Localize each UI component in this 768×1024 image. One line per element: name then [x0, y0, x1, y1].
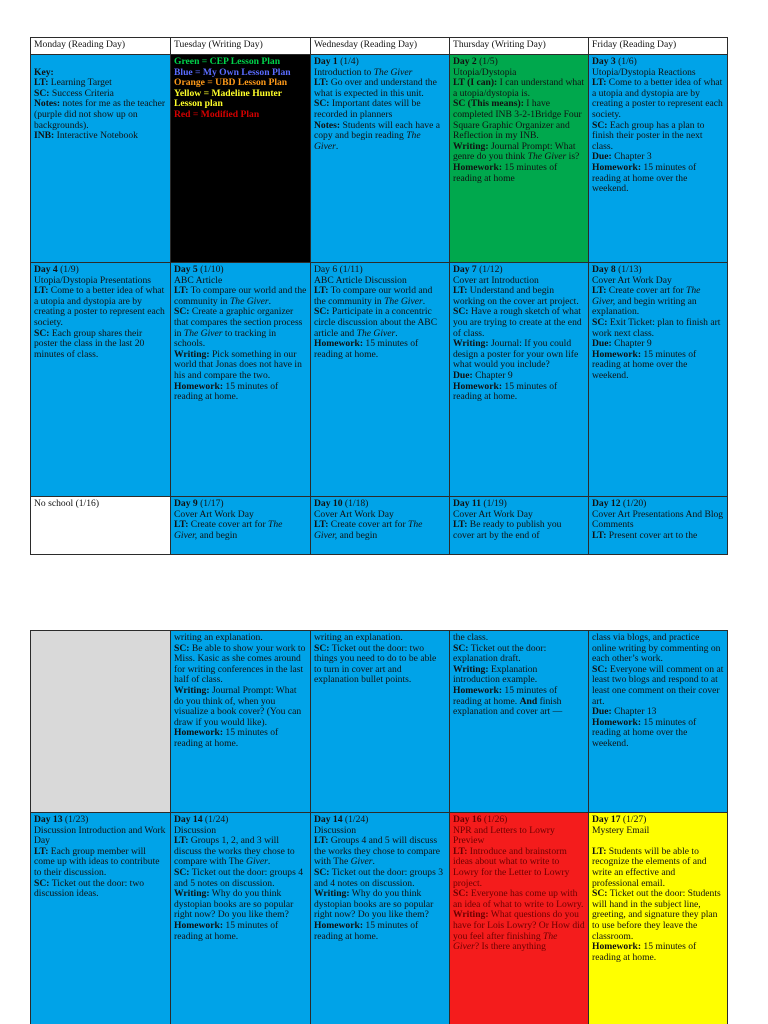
day-17-lt: Students will be able to recognize the elements of and write an effective and professional email. — [592, 845, 707, 889]
day-14a-lt-label: LT: — [174, 835, 189, 847]
day-16-cell — [450, 813, 589, 1024]
day-14b-lt-end: . — [372, 856, 375, 868]
day-11-title: Cover Art Work Day — [453, 508, 533, 520]
day-5-writing-label: Writing: — [174, 348, 210, 360]
day-1-label: Day 1 — [314, 56, 338, 67]
day-11-lt: Be ready to publish you cover art by the end of — [453, 519, 562, 541]
day-14a-label: Day 14 — [174, 814, 203, 825]
day-4-sc: Each group shares their poster the class in the last 20 minutes of class. — [34, 327, 145, 360]
day-2-title: Utopia/Dystopia — [453, 66, 517, 78]
day-3-due: Chapter 3 — [611, 151, 652, 163]
day-17-sc-label: SC: — [592, 888, 608, 900]
day-1-sc-label: SC: — [314, 98, 330, 110]
day-7-date: (1/12) — [476, 264, 503, 275]
day-8-date: (1/13) — [615, 264, 642, 275]
day-6-label: Day 6 — [314, 264, 338, 275]
day-8-hw-label: Homework: — [592, 348, 642, 360]
day-6-lt: To compare our world and the community in — [314, 285, 433, 307]
day-4-cell — [31, 263, 171, 497]
day-17-lt-label: LT: — [592, 845, 607, 857]
day-1-date: (1/4) — [337, 56, 359, 67]
day-10-cont-lt: writing an explanation. — [314, 632, 403, 643]
day-6-date: (1/11) — [337, 264, 363, 275]
day-7-writing: Journal: If you could design a poster for your own life what would you include? — [453, 338, 579, 371]
day-14b-writing-label: Writing: — [314, 888, 350, 900]
day-6-hw: 15 minutes of reading at home. — [314, 338, 419, 360]
day-5-lt-label: LT: — [174, 285, 189, 297]
day-14a-writing-label: Writing: — [174, 888, 210, 900]
day-9-lt: Create cover art for — [188, 519, 269, 531]
day-6-sc-end: . — [395, 327, 398, 339]
day-10-lt-label: LT: — [314, 519, 329, 531]
day-4-sc-label: SC: — [34, 327, 50, 339]
day-3-date: (1/6) — [615, 56, 637, 67]
day-14a-hw: 15 minutes of reading at home. — [174, 919, 279, 942]
day-5-sc-end: to tracking in schools. — [174, 327, 277, 350]
day-3-cell — [589, 55, 728, 263]
week-3-continued-row — [31, 631, 728, 813]
day-3-due-label: Due: — [592, 151, 612, 163]
week-4-row — [31, 813, 728, 1024]
day-14b-lt: Groups 4 and 5 will discuss the works they chose to compare with The — [314, 835, 441, 868]
day-2-writing: Journal Prompt: What genre do you think — [453, 140, 576, 163]
no-school-continued-cell — [31, 631, 171, 813]
header-monday: Monday (Reading Day) — [31, 38, 171, 55]
day-2-hw: 15 minutes of reading at home — [453, 161, 558, 184]
day-11-cont-lt: the class. — [453, 632, 489, 643]
day-5-sc: Create a graphic organizer that compares the section process in — [174, 306, 303, 339]
day-5-lt-book: The Giver — [229, 295, 269, 307]
day-9-date: (1/17) — [197, 498, 224, 509]
day-10-lt: Create cover art for — [328, 519, 409, 531]
day-14b-hw-label: Homework: — [314, 919, 364, 931]
day-9-lt-book: The Giver, — [174, 519, 283, 541]
day-9-writing-label: Writing: — [174, 684, 210, 696]
day-8-due: Chapter 9 — [611, 338, 652, 350]
day-11-cell — [450, 497, 589, 555]
day-10-sc-label: SC: — [314, 642, 330, 654]
day-17-date: (1/27) — [620, 814, 647, 825]
day-2-sc: I have completed INB 3-2-1Bridge Four Square Graphic Organizer and Reflection in my INB. — [453, 98, 582, 142]
day-5-date: (1/10) — [197, 264, 224, 275]
day-13-label: Day 13 — [34, 814, 63, 825]
day-4-label: Day 4 — [34, 264, 58, 275]
day-1-lt: Go over and understand the what is expected in this unit. — [314, 77, 437, 99]
day-5-writing: Pick something in our world that Jonas does not have in his and compare the two. — [174, 348, 302, 381]
day-6-cell — [311, 263, 450, 497]
day-12-date: (1/20) — [620, 498, 647, 509]
day-3-hw-label: Homework: — [592, 161, 642, 173]
day-6-hw-label: Homework: — [314, 338, 364, 350]
day-14b-hw: 15 minutes of reading at home. — [314, 919, 419, 942]
day-9-lt-label: LT: — [174, 519, 189, 531]
day-5-cell — [171, 263, 311, 497]
day-7-label: Day 7 — [453, 264, 477, 275]
day-9-hw: 15 minutes of reading at home. — [174, 727, 279, 749]
header-thursday: Thursday (Writing Day) — [450, 38, 589, 55]
day-8-lt-end: and begin writing an explanation. — [592, 295, 697, 318]
day-9-lt-end: and begin — [197, 529, 238, 541]
day-2-label: Day 2 — [453, 56, 477, 67]
day-6-sc: Participate in a concentric circle discussion about the ABC article and — [314, 306, 438, 339]
day-16-writing-end: ? Is there anything — [474, 941, 546, 953]
day-11-writing-label: Writing: — [453, 663, 489, 675]
key-cell — [31, 55, 171, 263]
day-8-lt: Create cover art for — [606, 285, 687, 297]
day-16-lt: Introduce and brainstorm ideas about what to write to Lowry for the Letter to Lowry project. — [453, 845, 570, 889]
day-14a-sc: Ticket out the door: groups 4 and 5 notes on discussion. — [174, 866, 303, 889]
day-4-title: Utopia/Dystopia Presentations — [34, 274, 151, 286]
day-14a-lt: Groups 1, 2, and 3 will discuss the works they chose to compare with The — [174, 835, 295, 868]
day-1-notes-label: Notes: — [314, 119, 341, 131]
legend-yellow: Yellow = Madeline Hunter Lesson plan — [174, 87, 282, 110]
week-1-row — [31, 55, 728, 263]
schedule-page-2 — [30, 630, 727, 1024]
weekday-header-row — [31, 38, 728, 55]
day-16-sc: Everyone has come up with an idea of what to write to Lowry. — [453, 888, 584, 910]
day-9-sc-label: SC: — [174, 642, 190, 654]
day-14b-lt-label: LT: — [314, 835, 329, 847]
day-4-date: (1/9) — [57, 264, 79, 275]
day-11-sc: Ticket out the door: explanation draft. — [453, 642, 547, 665]
day-8-due-label: Due: — [592, 338, 612, 350]
day-16-date: (1/26) — [481, 814, 508, 825]
day-16-sc-label: SC: — [453, 888, 469, 900]
day-7-sc-label: SC: — [453, 306, 469, 318]
day-12-label: Day 12 — [592, 498, 621, 509]
day-10-continued-cell — [311, 631, 450, 813]
key-notes-text: notes for me as the teacher (purple did not show up on backgrounds). — [34, 98, 166, 131]
day-14a-sc-label: SC: — [174, 866, 190, 878]
day-8-label: Day 8 — [592, 264, 616, 275]
day-7-lt-label: LT: — [453, 285, 468, 297]
legend-orange: Orange = UBD Lesson Plan — [174, 77, 288, 89]
day-8-lt-label: LT: — [592, 285, 607, 297]
key-inb-label: INB: — [34, 130, 55, 142]
day-3-hw: 15 minutes of reading at home over the weekend. — [592, 161, 697, 195]
day-17-sc: Ticket out the door: Students will hand in the subject line, greeting, and signature they plan to use before they leave the classroom. — [592, 888, 721, 942]
day-13-lt-label: LT: — [34, 845, 49, 857]
day-9-hw-label: Homework: — [174, 727, 224, 739]
day-13-sc-label: SC: — [34, 877, 50, 889]
day-14b-sc-label: SC: — [314, 866, 330, 878]
day-11-hw: 15 minutes of reading at home. — [453, 684, 558, 707]
day-5-hw-label: Homework: — [174, 380, 224, 392]
day-13-cell — [31, 813, 171, 1024]
day-11-lt-label: LT: — [453, 519, 468, 531]
day-17-title: Mystery Email — [592, 824, 650, 836]
day-5-sc-book: The Giver — [183, 327, 223, 339]
day-11-sc-label: SC: — [453, 642, 469, 654]
day-9-title: Cover Art Work Day — [174, 508, 254, 520]
day-2-hw-label: Homework: — [453, 161, 503, 173]
header-tuesday: Tuesday (Writing Day) — [171, 38, 311, 55]
day-2-lt-label: LT (I can): — [453, 77, 498, 89]
day-12-cont-lt: class via blogs, and practice online writing by commenting on each other’s work. — [592, 632, 721, 665]
day-5-lt: To compare our world and the community in — [174, 285, 307, 307]
day-12-due-label: Due: — [592, 706, 612, 718]
day-3-label: Day 3 — [592, 56, 616, 67]
day-14b-writing: Why do you think dystopian books are so popular right now? Do you like them? — [314, 888, 434, 921]
day-16-writing: What questions do you have for Lois Lowry? Or How did you feel after finishing — [453, 909, 585, 942]
day-14b-label: Day 14 — [314, 814, 343, 825]
day-9-cont-lt: writing an explanation. — [174, 632, 263, 643]
day-10-title: Cover Art Work Day — [314, 508, 394, 520]
day-8-hw: 15 minutes of reading at home over the weekend. — [592, 348, 697, 381]
day-6-sc-label: SC: — [314, 306, 330, 318]
day-2-date: (1/5) — [476, 56, 498, 67]
day-13-sc: Ticket out the door: two discussion ideas. — [34, 877, 145, 900]
day-14b-lt-book: Giver — [350, 856, 373, 868]
day-1-notes: Students will each have a copy and begin reading — [314, 119, 441, 142]
key-lt-text: Learning Target — [48, 77, 112, 89]
day-1-title: Introduction to — [314, 66, 374, 78]
day-3-sc: Each group has a plan to finish their poster in the next class. — [592, 119, 705, 152]
day-14a-date: (1/24) — [202, 814, 229, 825]
day-13-title: Discussion Introduction and Work Day — [34, 824, 166, 847]
day-10-lt-end: and begin — [337, 529, 378, 541]
day-11-continued-cell — [450, 631, 589, 813]
day-7-lt: Understand and begin working on the cover art project. — [453, 285, 579, 307]
day-17-hw: 15 minutes of reading at home. — [592, 941, 697, 963]
key-lt-label: LT: — [34, 77, 49, 89]
day-10-sc: Ticket out the door: two things you need to do to be able to turn in cover art and explanation bullet points. — [314, 642, 437, 686]
day-11-hw-end: finish explanation and cover art — — [453, 695, 563, 718]
key-notes-label: Notes: — [34, 98, 61, 110]
day-7-title: Cover art Introduction — [453, 274, 539, 286]
day-3-lt: Come to a better idea of what a utopia and dystopia are by creating a poster to represent each society. — [592, 77, 723, 120]
day-6-lt-label: LT: — [314, 285, 329, 297]
day-16-writing-label: Writing: — [453, 909, 489, 921]
header-wednesday: Wednesday (Reading Day) — [311, 38, 450, 55]
day-8-sc: Exit Ticket: plan to finish art work next class. — [592, 316, 721, 339]
day-11-date: (1/19) — [481, 498, 507, 509]
day-12-sc: Everyone will comment on at least two blogs and respond to at least one comment on their cover art. — [592, 663, 724, 707]
week-3-row — [31, 497, 728, 555]
day-14a-lt-book: Giver — [246, 856, 268, 868]
day-14a-writing: Why do you think dystopian books are so popular right now? Do you like them? — [174, 888, 294, 921]
key-inb-text: Interactive Notebook — [54, 130, 138, 142]
day-17-label: Day 17 — [592, 814, 621, 825]
day-1-sc: Important dates will be recorded in planners — [314, 98, 421, 120]
day-7-due: Chapter 9 — [472, 369, 513, 381]
day-9-continued-cell — [171, 631, 311, 813]
day-13-date: (1/23) — [62, 814, 89, 825]
no-school-cell: No school (1/16) — [31, 497, 171, 555]
day-14a-cell — [171, 813, 311, 1024]
day-10-label: Day 10 — [314, 498, 343, 509]
day-14b-title: Discussion — [314, 824, 357, 836]
day-8-title: Cover Art Work Day — [592, 274, 672, 286]
day-12-due: Chapter 13 — [611, 706, 657, 718]
day-9-label: Day 9 — [174, 498, 198, 509]
day-5-sc-label: SC: — [174, 306, 190, 318]
day-3-title: Utopia/Dystopia Reactions — [592, 66, 696, 78]
schedule-page-1 — [30, 37, 727, 555]
day-2-writing-book: The Giver — [527, 151, 567, 163]
day-17-cell — [589, 813, 728, 1024]
day-14b-date: (1/24) — [342, 814, 369, 825]
day-6-title: ABC Article Discussion — [314, 274, 407, 286]
day-4-lt-label: LT: — [34, 285, 49, 297]
day-5-title: ABC Article — [174, 274, 223, 286]
day-2-sc-label: SC (This means): — [453, 98, 524, 110]
day-2-writing-end: is? — [566, 151, 580, 163]
day-8-cell — [589, 263, 728, 497]
day-16-title: NPR and Letters to Lowry Preview — [453, 824, 555, 847]
day-6-lt-end: . — [422, 295, 426, 307]
day-3-lt-label: LT: — [592, 77, 607, 89]
lesson-calendar-table-continued — [30, 630, 728, 1024]
day-11-hw-and: And — [519, 695, 538, 707]
day-11-label: Day 11 — [453, 498, 481, 509]
day-8-sc-label: SC: — [592, 316, 608, 328]
day-1-notes-book: The Giver — [314, 130, 421, 152]
header-friday: Friday (Reading Day) — [589, 38, 728, 55]
day-1-lt-label: LT: — [314, 77, 329, 89]
day-17-hw-label: Homework: — [592, 941, 642, 953]
day-6-sc-book: The Giver — [356, 327, 396, 339]
day-14a-hw-label: Homework: — [174, 919, 224, 931]
day-12-title: Cover Art Presentations And Blog Comments — [592, 508, 724, 531]
day-14a-lt-end: . — [267, 856, 271, 868]
day-7-due-label: Due: — [453, 369, 473, 381]
day-12-lt-label: LT: — [592, 529, 607, 541]
day-12-hw-label: Homework: — [592, 716, 642, 728]
day-7-writing-label: Writing: — [453, 338, 489, 350]
day-2-lt: I can understand what a utopia/dystopia is. — [453, 77, 585, 99]
day-6-lt-book: The Giver — [384, 295, 423, 307]
day-7-hw: 15 minutes of reading at home. — [453, 380, 558, 403]
day-10-date: (1/18) — [342, 498, 369, 509]
key-sc-label: SC: — [34, 87, 50, 99]
day-9-writing: Journal Prompt: What do you think of, when you visualize a book cover? (You can draw if you would like). — [174, 684, 302, 728]
day-4-lt: Come to a better idea of what a utopia and dystopia are by creating a poster to represent each society. — [34, 285, 165, 328]
day-5-hw: 15 minutes of reading at home. — [174, 380, 279, 403]
day-9-sc: Be able to show your work to Miss. Kasic as she comes around for writing conferences in the last half of class. — [174, 642, 306, 686]
day-7-hw-label: Homework: — [453, 380, 503, 392]
day-9-cell — [171, 497, 311, 555]
key-title: Key: — [34, 66, 54, 78]
day-3-sc-label: SC: — [592, 119, 608, 131]
day-14a-title: Discussion — [174, 824, 217, 836]
day-12-sc-label: SC: — [592, 663, 608, 675]
day-12-cell — [589, 497, 728, 555]
legend-green: Green = CEP Lesson Plan — [174, 56, 281, 67]
day-14b-sc: Ticket out the door: groups 3 and 4 notes on discussion. — [314, 866, 443, 889]
legend-red: Red = Modified Plan — [174, 108, 260, 120]
day-12-hw: 15 minutes of reading at home over the weekend. — [592, 716, 697, 749]
day-5-label: Day 5 — [174, 264, 198, 275]
day-11-writing: Explanation introduction example. — [453, 663, 538, 686]
day-12-lt: Present cover art to the — [606, 529, 698, 541]
day-1-title-book: The Giver — [373, 66, 413, 78]
lesson-calendar-table — [30, 37, 728, 555]
day-5-lt-end: . — [268, 295, 272, 307]
day-2-cell — [450, 55, 589, 263]
day-16-label: Day 16 — [453, 814, 482, 825]
day-13-lt: Each group member will come up with ideas to contribute to their discussion. — [34, 845, 160, 878]
day-7-sc: Have a rough sketch of what you are trying to create at the end of class. — [453, 306, 582, 339]
day-12-continued-cell — [589, 631, 728, 813]
day-11-hw-label: Homework: — [453, 684, 503, 696]
day-2-writing-label: Writing: — [453, 140, 489, 152]
color-legend-cell — [171, 55, 311, 263]
day-14b-cell — [311, 813, 450, 1024]
day-16-lt-label: LT: — [453, 845, 468, 857]
day-10-cell — [311, 497, 450, 555]
week-2-row — [31, 263, 728, 497]
day-8-lt-book: The Giver, — [592, 285, 701, 307]
day-1-notes-end: . — [335, 140, 339, 152]
day-16-writing-book: The Giver — [453, 930, 558, 953]
day-7-cell — [450, 263, 589, 497]
key-sc-text: Success Criteria — [49, 87, 114, 99]
day-10-lt-book: The Giver, — [314, 519, 423, 541]
day-1-cell — [311, 55, 450, 263]
legend-blue: Blue = My Own Lesson Plan — [174, 66, 291, 78]
